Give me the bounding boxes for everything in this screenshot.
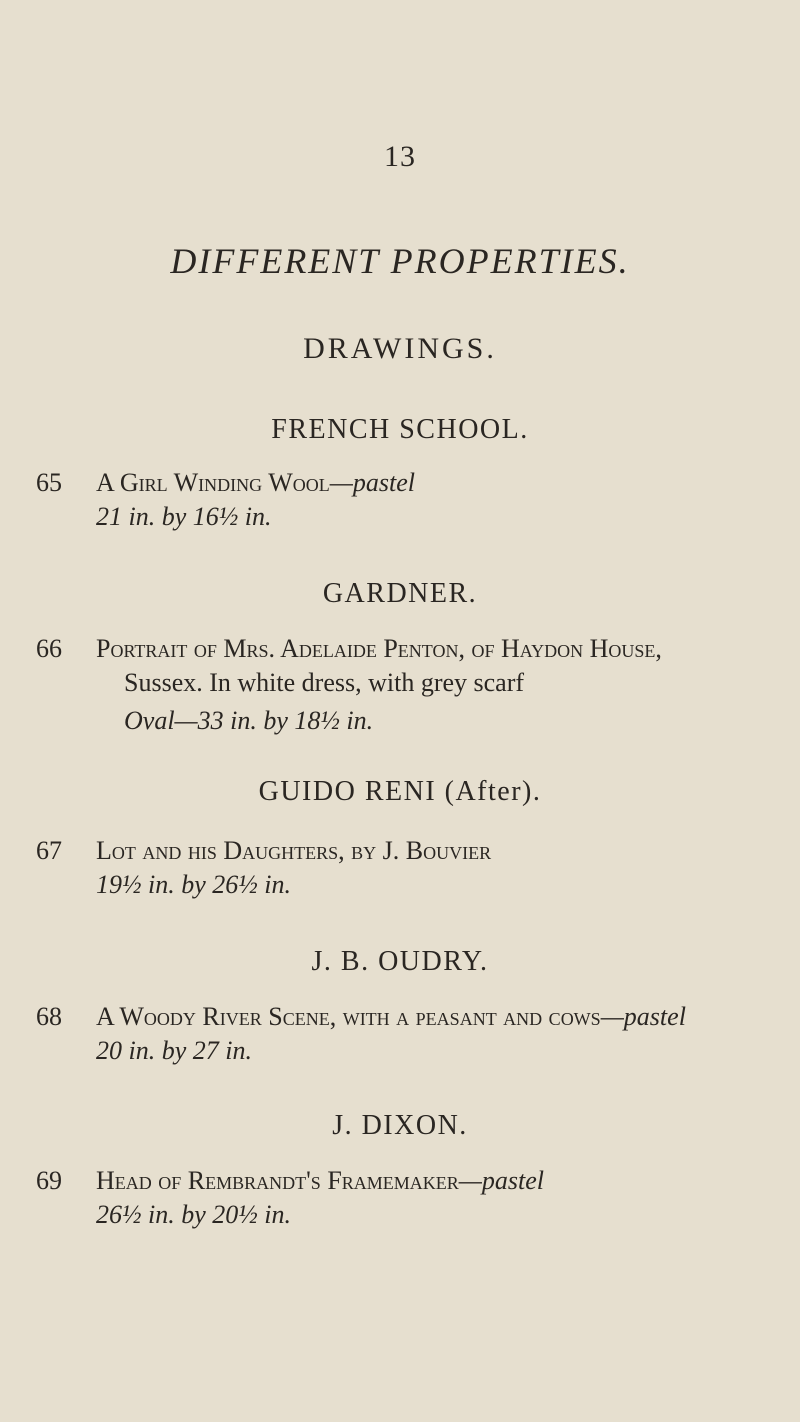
artist-heading: J. DIXON. bbox=[332, 1110, 468, 1141]
lot-size: 20 in. by 27 in. bbox=[96, 1036, 252, 1065]
lot-number: 65 bbox=[36, 468, 62, 497]
lot-number: 68 bbox=[36, 1002, 62, 1031]
artist-heading: J. B. OUDRY. bbox=[311, 946, 489, 977]
lot-title: A Woody River Scene, with a peasant and cows bbox=[96, 1002, 601, 1031]
lot-title: A Girl Winding Wool bbox=[96, 468, 330, 497]
artist-heading: FRENCH SCHOOL. bbox=[271, 414, 529, 445]
lot-size: 26½ in. by 20½ in. bbox=[96, 1200, 291, 1229]
section-title: DIFFERENT PROPERTIES. bbox=[170, 241, 630, 281]
artist-heading: GARDNER. bbox=[322, 578, 478, 609]
lot-medium: —pastel bbox=[600, 1002, 686, 1031]
lot-title-line bbox=[96, 466, 415, 500]
lot-number: 69 bbox=[36, 1166, 62, 1195]
lot-title-line bbox=[96, 1000, 686, 1034]
lot-number: 67 bbox=[36, 836, 62, 865]
lot-medium: —pastel bbox=[329, 468, 415, 497]
lot-size: Oval—33 in. by 18½ in. bbox=[124, 706, 374, 735]
lot-title: Head of Rembrandt's Framemaker bbox=[96, 1166, 459, 1195]
lot-size: 21 in. by 16½ in. bbox=[96, 502, 272, 531]
lot-title: Portrait of Mrs. Adelaide Penton, of Haydon House, bbox=[96, 634, 662, 663]
lot-medium: —pastel bbox=[458, 1166, 545, 1195]
lot-title-line bbox=[96, 1164, 544, 1198]
artist-heading: GUIDO RENI (After). bbox=[258, 776, 542, 807]
lot-title: Lot and his Daughters, by J. Bouvier bbox=[96, 836, 492, 865]
lot-size: 19½ in. by 26½ in. bbox=[96, 870, 291, 899]
subsection-title: DRAWINGS. bbox=[303, 332, 497, 365]
lot-number: 66 bbox=[36, 634, 62, 663]
page-number: 13 bbox=[384, 140, 416, 173]
lot-detail: Sussex. In white dress, with grey scarf bbox=[124, 668, 525, 697]
